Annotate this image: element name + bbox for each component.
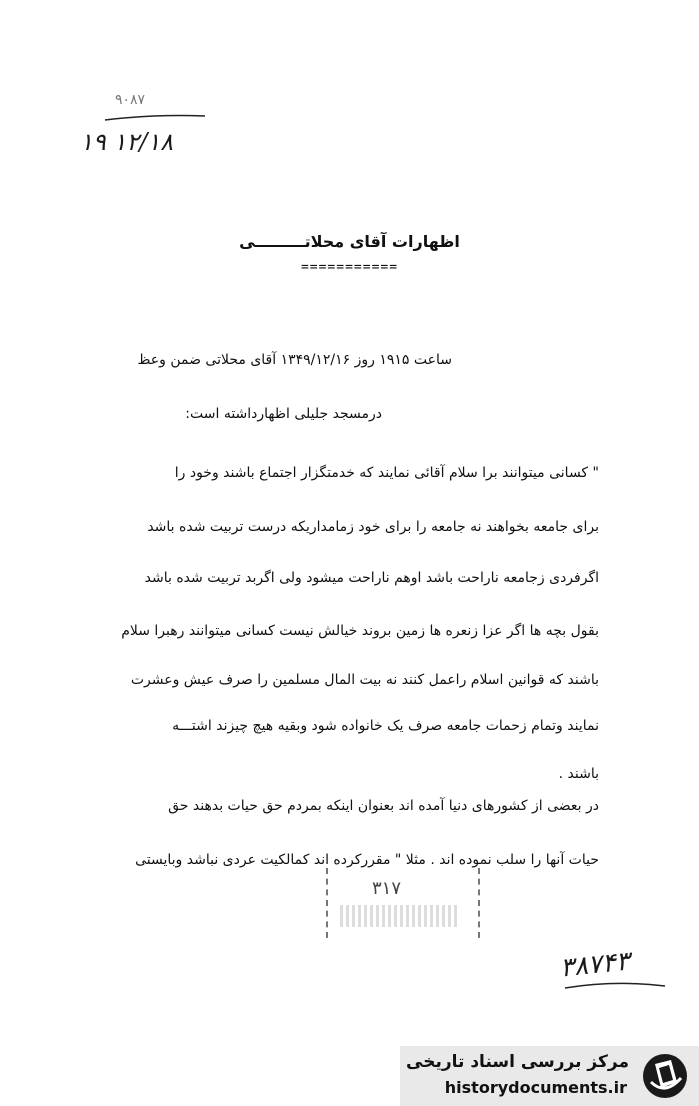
watermark-footer [400, 1046, 699, 1106]
document-archive-logo-icon [641, 1052, 689, 1100]
stamp-number: ۳۱۷ [372, 878, 402, 899]
body-line-3: " کسانی میتوانند برا سلام آقائی نمایند که خدمتگزار اجتماع باشند وخود را [174, 465, 599, 481]
body-line-1: ساعت ۱۹۱۵ روز ۱۳۴۹/۱۲/۱۶ آقای محلاتی ضمن وعظ [137, 352, 452, 368]
organization-name: مرکز بررسی اسناد تاریخی [406, 1052, 629, 1072]
body-line-4: برای جامعه بخواهند نه جامعه را برای خود زمامداریکه درست تربیت شده باشد [147, 519, 599, 535]
body-line-11: حیات آنها را سلب نموده اند . مثلا " مقررکرده اند کمالکیت عردی نباشد وبایستی [135, 852, 599, 868]
handwritten-archive-number: ۳۸۷۴۳ [558, 946, 632, 984]
body-line-10: در بعضی از کشورهای دنیا آمده اند بعنوان اینکه بمردم حق حیات بدهند حق [168, 798, 599, 814]
archive-stamp [326, 868, 480, 938]
body-line-5: اگرفردی زجامعه ناراحت باشد اوهم ناراحت میشود ولی اگربد تربیت شده باشد [144, 570, 599, 586]
organization-url[interactable]: historydocuments.ir [444, 1078, 627, 1097]
stamp-smudge [340, 905, 460, 927]
title-underline: =========== [300, 260, 399, 275]
body-line-7: باشند که قوانین اسلام راعمل کنند نه بیت المال مسلمین را صرف عیش وعشرت [130, 672, 599, 688]
handwritten-date: ۱۹ ۱۲/۱۸ [80, 128, 174, 156]
body-line-6: بقول بچه ها اگر عزا زنعره ها زمین بروند خیالش نیست کسانی میتوانند رهبرا سلام [121, 623, 599, 639]
body-line-8: نمایند وتمام زحمات جامعه صرف یک خانواده شود وبقیه هیچ چیزند اشتـــه [172, 718, 599, 734]
body-line-2: درمسجد جلیلی اظهارداشته است: [185, 406, 382, 422]
document-title: اظهارات آقای محلاتـــــــــی [239, 232, 460, 251]
handwritten-reference-number: ۹۰۸۷ [115, 92, 146, 108]
body-line-9: باشند . [558, 766, 599, 782]
handwritten-bottom-stroke [560, 978, 670, 998]
